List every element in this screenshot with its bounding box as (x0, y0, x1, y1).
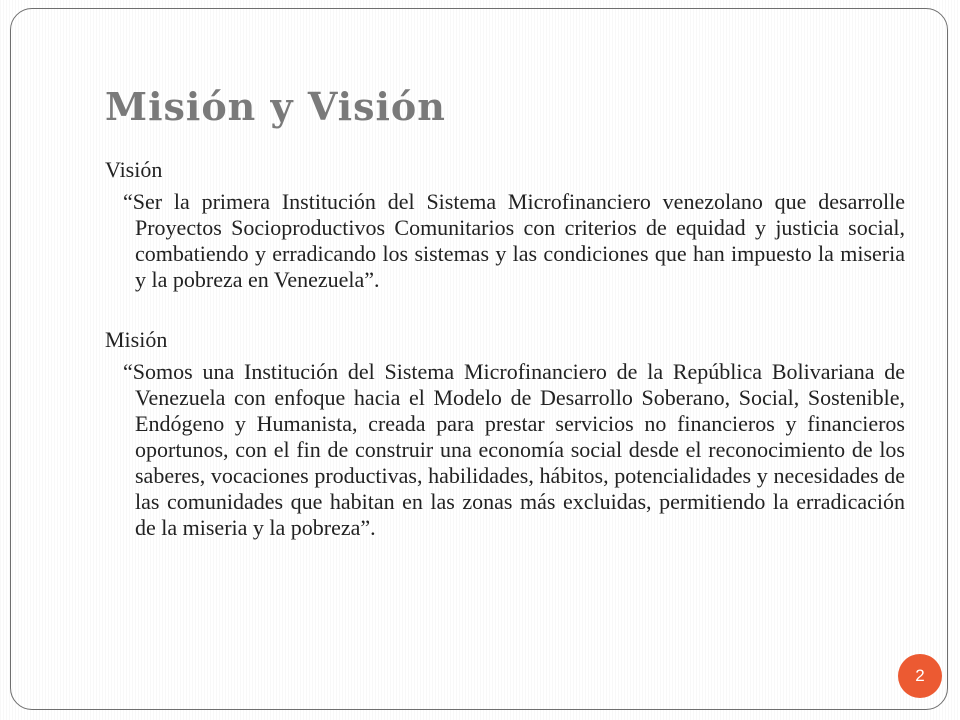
mission-heading: Misión (105, 327, 168, 352)
page-number-badge: 2 (898, 654, 942, 698)
slide-content (105, 157, 905, 541)
vision-text: “Ser la primera Institución del Sistema Microfinanciero venezolano que desarrolle Proyectos Socioproductivos Comunitarios con criterios de equidad y justicia social, combatiendo y erradicando los sistemas y las condiciones que han impuesto la miseria y la pobreza en Venezuela”. (123, 189, 905, 292)
vision-heading: Visión (105, 157, 163, 182)
mission-text: “Somos una Institución del Sistema Microfinanciero de la República Bolivariana de Venezuela con enfoque hacia el Modelo de Desarrollo Soberano, Social, Sostenible, Endógeno y Humanista, creada para prestar servicios no financieros y financieros oportunos, con el fin de construir una economía social desde el reconocimiento de los saberes, vocaciones productivas, habilidades, hábitos, potencialidades y necesidades de las comunidades que habitan en las zonas más excluidas, permitiendo la erradicación de la miseria y la pobreza”. (123, 359, 905, 540)
section-spacer (105, 293, 905, 327)
slide-title: Misión y Visión (105, 84, 446, 129)
